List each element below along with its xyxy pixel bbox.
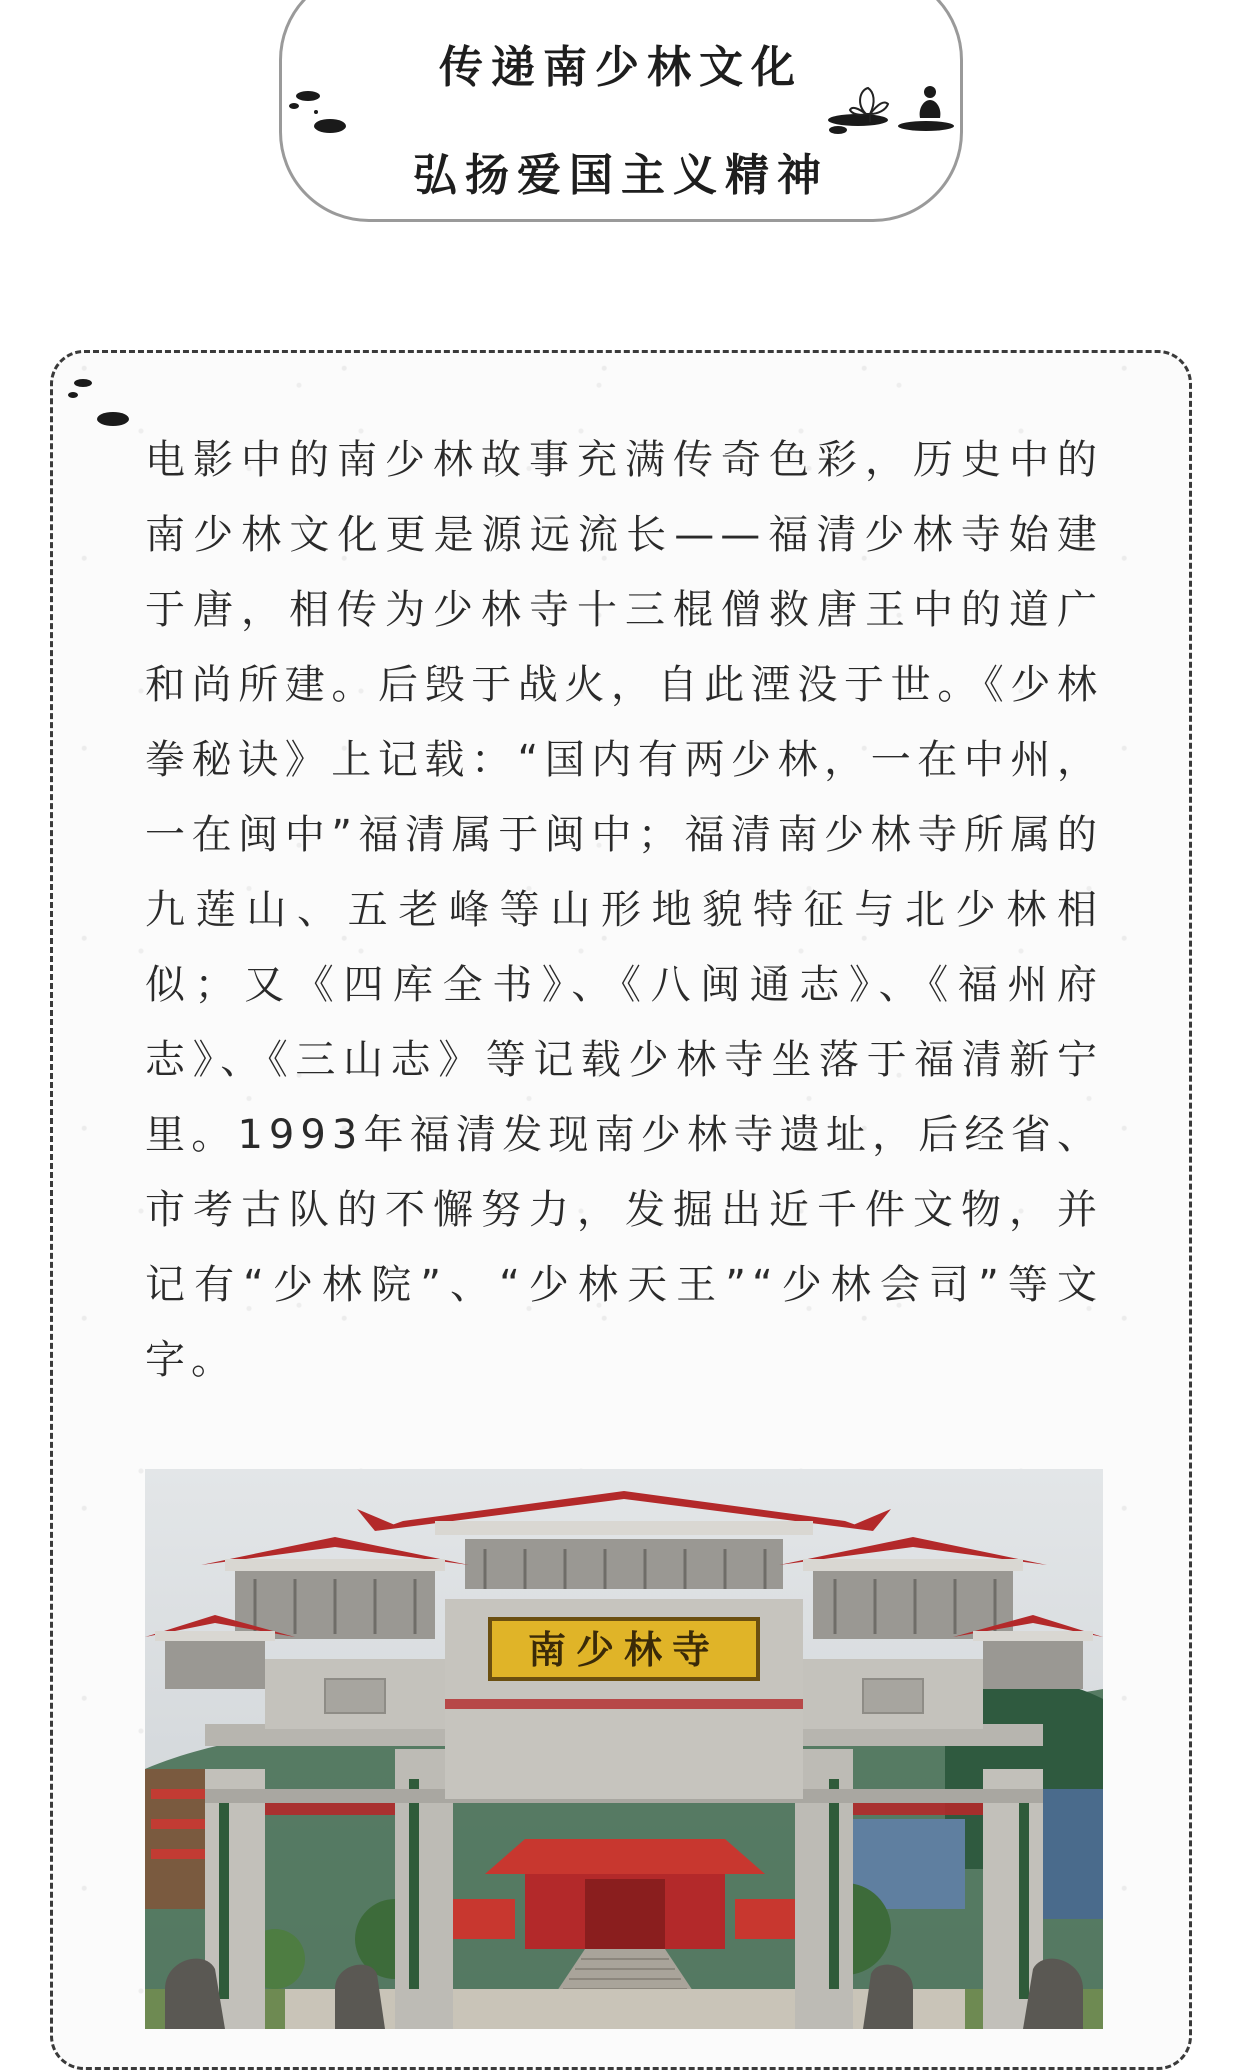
header-title-line1: 传递南少林文化 [439,42,803,93]
header-title-line2: 弘扬爱国主义精神 [413,150,829,201]
article-paragraph: 电影中的南少林故事充满传奇色彩，历史中的南少林文化更是源远流长——福清少林寺始建于唐，相传为少林寺十三棍僧救唐王中的道广和尚所建。后毁于战火，自此湮没于世。《少林拳秘诀》上记载：“国内有两少林，一在中州，一在闽中”福清属于闽中；福清南少林寺所属的九莲山、五老峰等山形地貌特征与北少林相似；又《四库全书》、《八闽通志》、《福州府志》、《三山志》等记载少林寺坐落于福清新宁里。1993年福清发现南少林寺遗址，后经省、市考古队的不懈努力，发掘出近千件文物，并记有“少林院”、“少林天王”“少林会司”等文字。 [145,437,1103,1383]
ink-dots-icon [286,82,356,142]
lotus-meditation-icon [826,78,956,140]
ink-dots-icon [63,371,143,431]
temple-gate-photo [145,1469,1103,2029]
temple-plaque-text: 南少林寺 [527,1627,721,1672]
article-card [50,350,1192,2070]
